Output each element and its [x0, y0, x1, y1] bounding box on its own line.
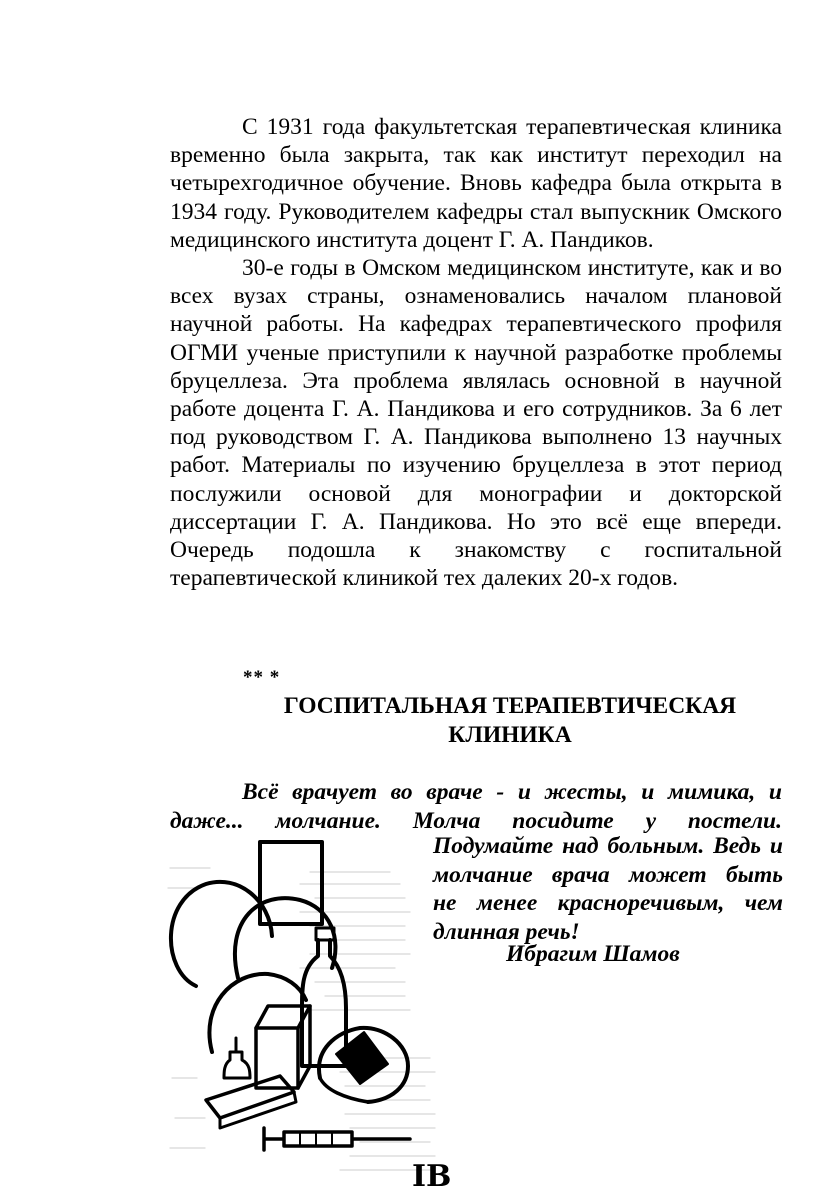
epigraph-line: не менее красноречивым, чем: [433, 890, 783, 916]
section-title: [230, 692, 790, 750]
section-title-line: ГОСПИТАЛЬНАЯ ТЕРАПЕВТИЧЕСКАЯ: [283, 693, 737, 719]
epigraph-top: [170, 778, 782, 835]
epigraph-line: даже... молчание. Молча посидите у постели.: [170, 807, 782, 834]
paragraph: 30-е годы в Омском медицинском институте, как и во всех вузах страны, ознаменовались началом плановой научной работы. На кафедрах терапевтического профиля ОГМИ ученые приступили к научной разработке проблемы бруцеллеза. Эта проблема являлась основной в научной работе доцента Г. А. Пандикова и его сотрудников. За 6 лет под руководством Г. А. Пандикова выполнено 13 научных работ. Материалы по изучению бруцеллеза в этот период послужили основой для монографии и докторской диссертации Г. А. Пандикова. Но это всё еще впереди. Очередь подошла к знакомству с госпитальной терапевтической клиникой тех далеких 20-х годов.: [170, 255, 782, 592]
epigraph-side: [433, 832, 783, 946]
epigraph-line: Подумайте над больным. Ведь и: [433, 833, 783, 859]
epigraph-author: Ибрагим Шамов: [506, 941, 680, 967]
body-text: [170, 113, 782, 592]
epigraph-line: длинная речь!: [433, 918, 580, 945]
section-separator: ** *: [243, 667, 281, 688]
medical-still-life-drawing-icon: [160, 828, 452, 1190]
epigraph-line: Всё врачует во враче - и жесты, и мимика, и: [242, 779, 782, 805]
svg-text:IB: IB: [412, 1159, 452, 1190]
paragraph: С 1931 года факультетская терапевтическая клиника временно была закрыта, так как институт переходил на четырехгодичное обучение. Вновь кафедра была открыта в 1934 году. Руководителем кафедры стал выпускник Омского медицинского института доцент Г. А. Пандиков.: [170, 114, 782, 253]
section-title-line: КЛИНИКА: [448, 722, 572, 748]
epigraph-line: молчание врача может быть: [433, 861, 783, 888]
